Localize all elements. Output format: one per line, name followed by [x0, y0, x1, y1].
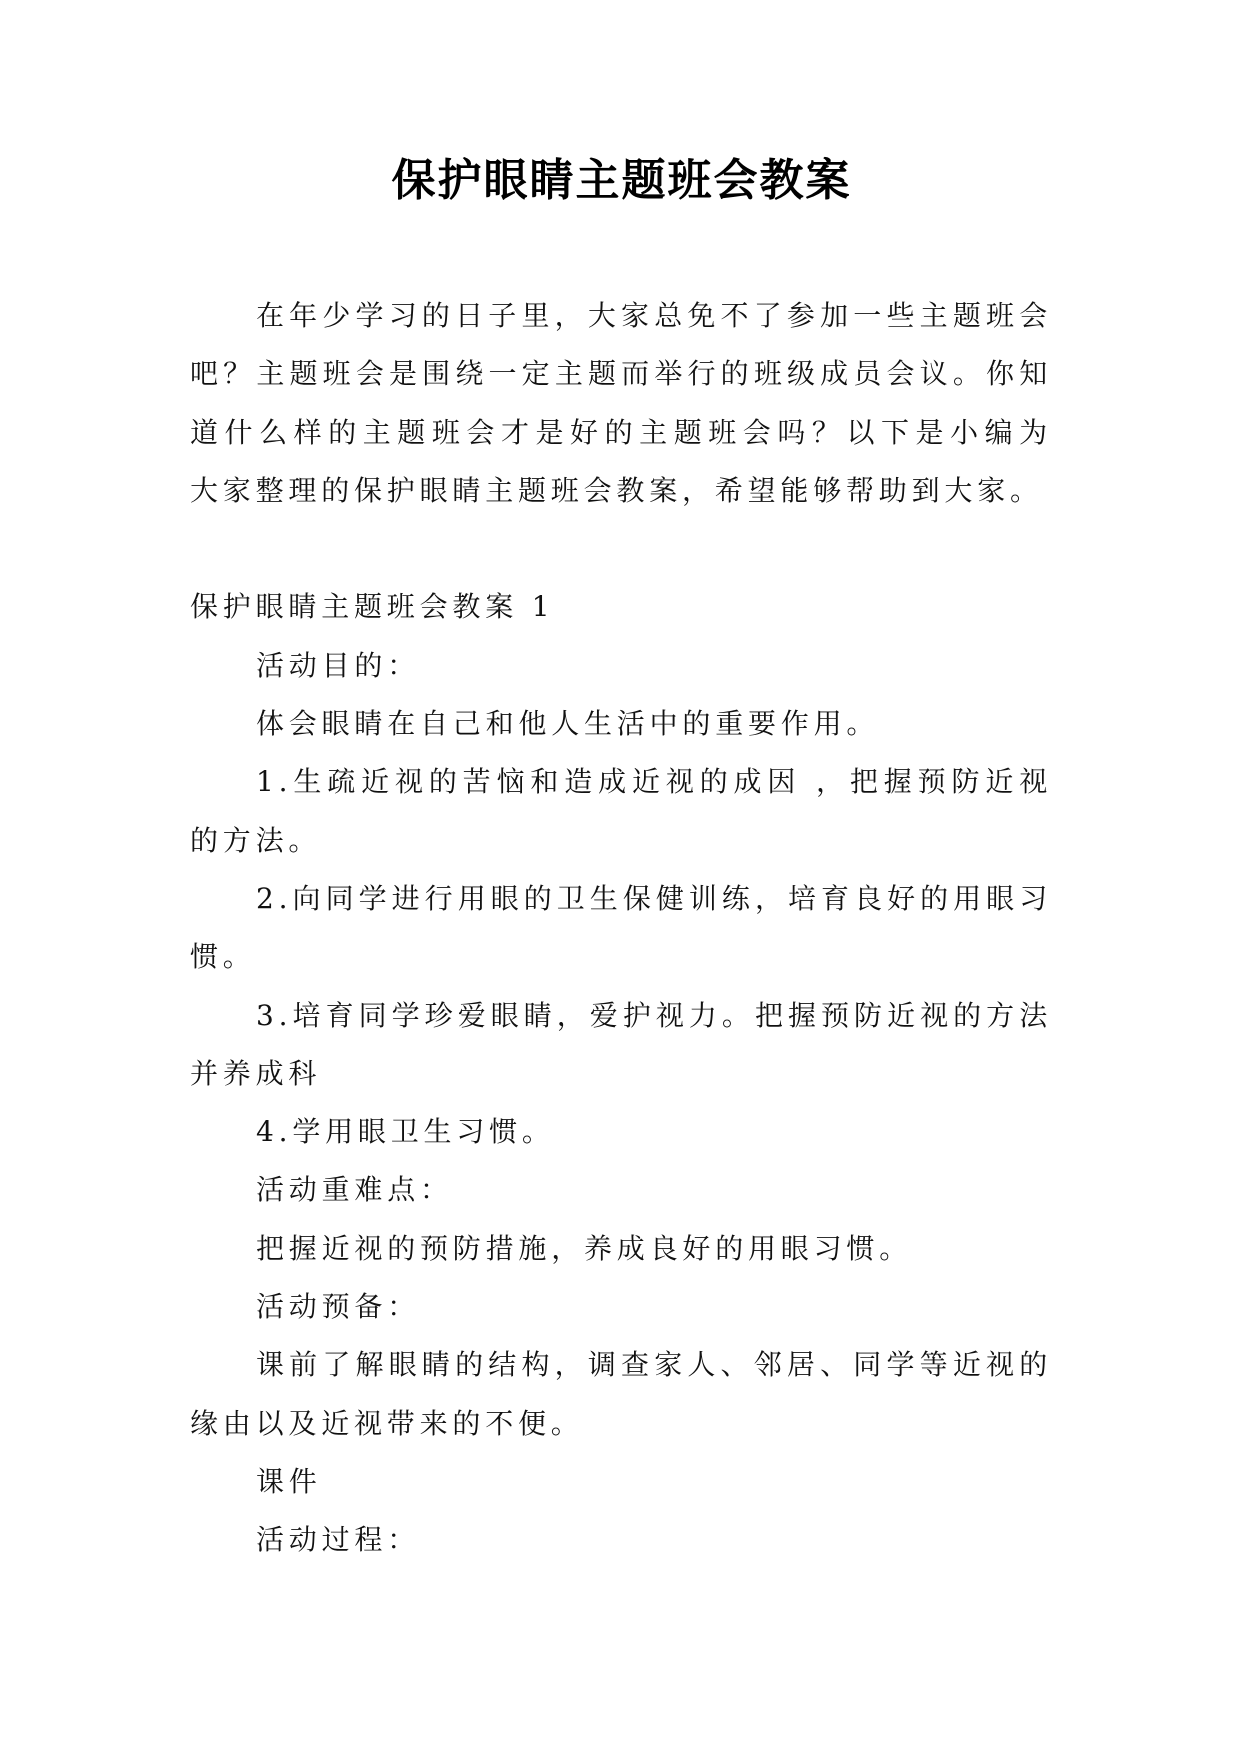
activity-goal-label: [190, 637, 1052, 695]
paragraph-line: 并养成科: [190, 1056, 322, 1090]
key-points-label: [190, 1161, 1052, 1219]
activity-process-label: [190, 1511, 1052, 1569]
paragraph-line: 3.培育同学珍爱眼睛，爱护视力。把握预防近视的方法: [256, 998, 1052, 1032]
preparation-text: [190, 1336, 1052, 1453]
goal-item-2: [190, 870, 1052, 987]
intro-paragraph: [190, 287, 1052, 520]
goal-item-4: [190, 1103, 1052, 1161]
paragraph-line: 活动重难点：: [256, 1173, 453, 1207]
paragraph-line: 活动目的：: [256, 648, 421, 682]
paragraph-line: 缘由以及近视带来的不便。: [190, 1406, 584, 1440]
paragraph-line: 把握近视的预防措施，养成良好的用眼习惯。: [256, 1231, 913, 1265]
intro-line: 吧？主题班会是围绕一定主题而举行的班级成员会议。你知: [190, 357, 1052, 391]
paragraph-line: 4.学用眼卫生习惯。: [256, 1115, 555, 1149]
goal-item-3: [190, 987, 1052, 1104]
preparation-label: [190, 1278, 1052, 1336]
paragraph-line: 2.向同学进行用眼的卫生保健训练，培育良好的用眼习: [256, 881, 1052, 915]
paragraph-line: 活动过程：: [256, 1523, 421, 1557]
document-title: 保护眼睛主题班会教案: [391, 155, 852, 206]
key-points-text: [190, 1220, 1052, 1278]
section-heading: 保护眼睛主题班会教案 1: [190, 590, 555, 624]
paragraph-line: 课前了解眼睛的结构，调查家人、邻居、同学等近视的: [256, 1348, 1052, 1382]
intro-line: 在年少学习的日子里，大家总免不了参加一些主题班会: [256, 299, 1052, 332]
paragraph-line: 1.生疏近视的苦恼和造成近视的成因 ，把握预防近视: [256, 765, 1052, 799]
intro-line: 道什么样的主题班会才是好的主题班会吗？以下是小编为: [190, 415, 1052, 449]
paragraph-line: 活动预备：: [256, 1290, 421, 1324]
document-body: [190, 287, 1052, 1570]
paragraph-line: 课件: [256, 1464, 322, 1498]
paragraph-line: 的方法。: [190, 823, 322, 857]
paragraph-line: 体会眼睛在自己和他人生活中的重要作用。: [256, 707, 880, 741]
preparation-materials: [190, 1453, 1052, 1511]
paragraph-line: 惯。: [190, 940, 256, 974]
goal-text: [190, 695, 1052, 753]
goal-item-1: [190, 753, 1052, 870]
intro-line: 大家整理的保护眼睛主题班会教案，希望能够帮助到大家。: [190, 473, 1043, 507]
